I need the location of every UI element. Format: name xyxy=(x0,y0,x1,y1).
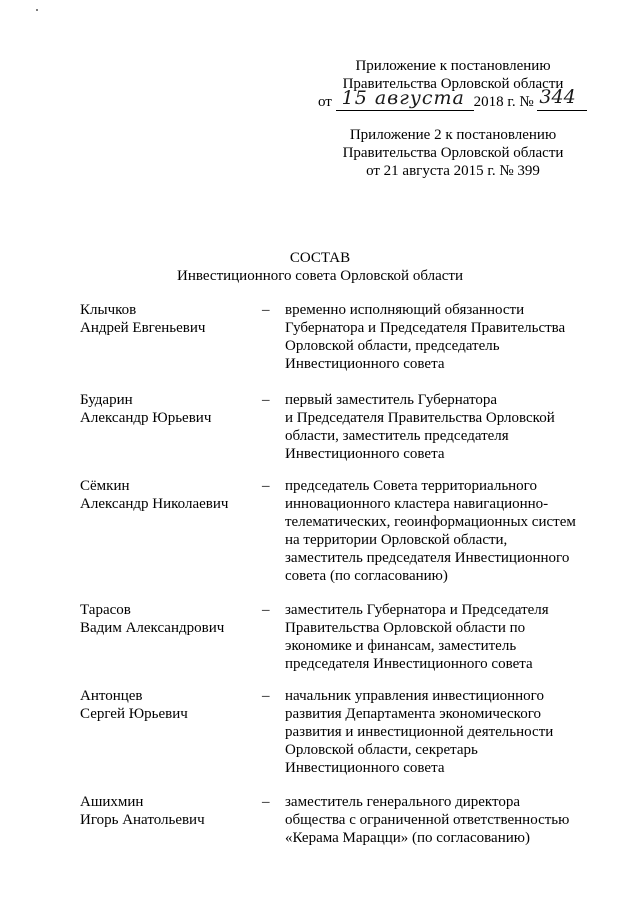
role-line: области, заместитель председателя xyxy=(285,428,509,444)
date-underline xyxy=(336,87,474,111)
date-suffix: 2018 г. № xyxy=(473,94,534,110)
member-given-names: Сергей Юрьевич xyxy=(80,706,188,722)
approval-line-1: Приложение к постановлению xyxy=(355,58,551,74)
role-line: инновационного кластера навигационно- xyxy=(285,496,549,512)
member-given-names: Игорь Анатольевич xyxy=(80,812,205,828)
member-name xyxy=(80,391,255,427)
member-name xyxy=(80,301,255,337)
role-line: временно исполняющий обязанности xyxy=(285,302,525,318)
member-role xyxy=(285,687,585,777)
member-surname: Сёмкин xyxy=(80,478,130,494)
member-given-names: Вадим Александрович xyxy=(80,620,225,636)
role-line: «Керама Марацци» (по согласованию) xyxy=(285,830,530,846)
handwritten-number: 344 xyxy=(539,86,576,108)
member-dash: – xyxy=(262,478,270,494)
role-line: экономике и финансам, заместитель xyxy=(285,638,517,654)
approval-block xyxy=(318,57,588,111)
approval-date-line xyxy=(318,86,588,111)
member-given-names: Андрей Евгеньевич xyxy=(80,320,206,336)
role-line: председателя Инвестиционного совета xyxy=(285,656,533,672)
amended-appendix-block xyxy=(318,126,588,180)
amended-line-2: Правительства Орловской области xyxy=(342,145,564,161)
approval-line-2: Правительства Орловской области xyxy=(342,76,564,92)
role-line: первый заместитель Губернатора xyxy=(285,392,498,408)
role-line: Инвестиционного совета xyxy=(285,446,445,462)
role-line: заместитель председателя Инвестиционного xyxy=(285,550,570,566)
number-underline xyxy=(537,86,587,111)
role-line: начальник управления инвестиционного xyxy=(285,688,544,704)
member-role xyxy=(285,391,585,463)
member-name xyxy=(80,793,255,829)
member-name xyxy=(80,687,255,723)
role-line: Инвестиционного совета xyxy=(285,356,445,372)
member-surname: Тарасов xyxy=(80,602,131,618)
date-prefix: от xyxy=(318,94,332,110)
member-dash: – xyxy=(262,392,270,408)
member-surname: Антонцев xyxy=(80,688,143,704)
handwritten-date: 15 августа xyxy=(341,87,465,109)
amended-line-1: Приложение 2 к постановлению xyxy=(349,127,557,143)
role-line: Правительства Орловской области по xyxy=(285,620,526,636)
title-heading: СОСТАВ xyxy=(289,250,351,266)
member-dash: – xyxy=(262,302,270,318)
member-role xyxy=(285,601,585,673)
role-line: заместитель Губернатора и Председателя xyxy=(285,602,549,618)
role-line: Губернатора и Председателя Правительства xyxy=(285,320,566,336)
member-given-names: Александр Николаевич xyxy=(80,496,229,512)
scan-speck xyxy=(36,9,38,11)
member-surname: Ашихмин xyxy=(80,794,144,810)
member-name xyxy=(80,601,255,637)
member-surname: Бударин xyxy=(80,392,133,408)
document-title xyxy=(0,249,640,285)
role-line: председатель Совета территориального xyxy=(285,478,537,494)
role-line: телематических, геоинформационных систем xyxy=(285,514,576,530)
amended-line-3: от 21 августа 2015 г. № 399 xyxy=(366,163,540,179)
role-line: общества с ограниченной ответственностью xyxy=(285,812,570,828)
role-line: и Председателя Правительства Орловской xyxy=(285,410,555,426)
member-role xyxy=(285,477,585,585)
role-line: совета (по согласованию) xyxy=(285,568,448,584)
member-surname: Клычков xyxy=(80,302,137,318)
title-subheading: Инвестиционного совета Орловской области xyxy=(177,268,463,284)
role-line: Инвестиционного совета xyxy=(285,760,445,776)
member-dash: – xyxy=(262,794,270,810)
role-line: Орловской области, секретарь xyxy=(285,742,478,758)
role-line: на территории Орловской области, xyxy=(285,532,508,548)
role-line: развития и инвестиционной деятельности xyxy=(285,724,554,740)
member-dash: – xyxy=(262,602,270,618)
member-dash: – xyxy=(262,688,270,704)
role-line: Орловской области, председатель xyxy=(285,338,500,354)
member-given-names: Александр Юрьевич xyxy=(80,410,212,426)
member-role xyxy=(285,301,585,373)
role-line: развития Департамента экономического xyxy=(285,706,541,722)
member-role xyxy=(285,793,585,847)
role-line: заместитель генерального директора xyxy=(285,794,521,810)
member-name xyxy=(80,477,255,513)
